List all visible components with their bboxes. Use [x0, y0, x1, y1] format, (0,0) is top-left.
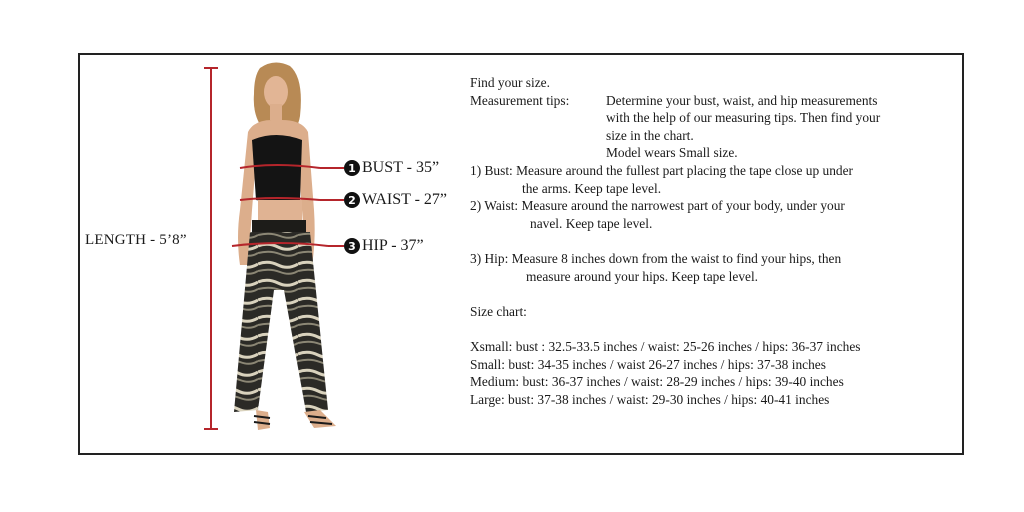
length-label: LENGTH - 5’8” [85, 232, 187, 248]
measurement-lines [220, 160, 350, 260]
tips-line: size in the chart. [606, 127, 694, 143]
length-cap-top [204, 67, 218, 69]
bust-label: BUST - 35” [362, 159, 440, 176]
waist-tip-line: navel. Keep tape level. [530, 215, 653, 231]
bust-tip-line: 1) Bust: Measure around the fullest part placing the tape close up under [470, 162, 854, 178]
hip-label: HIP - 37” [362, 237, 424, 254]
size-row-large: Large: bust: 37-38 inches / waist: 29-30 inches / hips: 40-41 inches [470, 391, 830, 407]
number-badge: 1 [344, 160, 360, 176]
number-badge: 2 [344, 192, 360, 208]
size-row-small: Small: bust: 34-35 inches / waist 26-27 inches / hips: 37-38 inches [470, 356, 826, 372]
size-row-xsmall: Xsmall: bust : 32.5-33.5 inches / waist: 25-26 inches / hips: 36-37 inches [470, 338, 861, 354]
size-chart-title: Size chart: [470, 303, 527, 319]
hip-tip-line: 3) Hip: Measure 8 inches down from the waist to find your hips, then [470, 250, 842, 266]
length-cap-bottom [204, 428, 218, 430]
size-guide-text [470, 74, 960, 408]
waist-marker [344, 191, 447, 209]
number-badge: 3 [344, 238, 360, 254]
bust-tip-line: the arms. Keep tape level. [522, 180, 662, 196]
bust-tip [470, 162, 960, 197]
hip-marker [344, 237, 424, 255]
size-row-medium: Medium: bust: 36-37 inches / waist: 28-29 inches / hips: 39-40 inches [470, 374, 844, 390]
hip-tip-line: measure around your hips. Keep tape level. [526, 268, 759, 284]
tips-line: with the help of our measuring tips. Then find your [606, 110, 881, 126]
waist-label: WAIST - 27” [362, 191, 448, 208]
bust-marker [344, 159, 439, 177]
hip-tip [470, 250, 960, 285]
waist-tip-line: 2) Waist: Measure around the narrowest part of your body, under your [470, 198, 845, 214]
tips-line: Determine your bust, waist, and hip measurements [606, 92, 878, 108]
length-measure-line [210, 67, 212, 430]
tips-label: Measurement tips: [470, 92, 570, 108]
measurement-tips [470, 92, 960, 110]
waist-tip [470, 197, 960, 232]
find-size-heading: Find your size. [470, 75, 550, 90]
tips-line: Model wears Small size. [606, 145, 738, 161]
